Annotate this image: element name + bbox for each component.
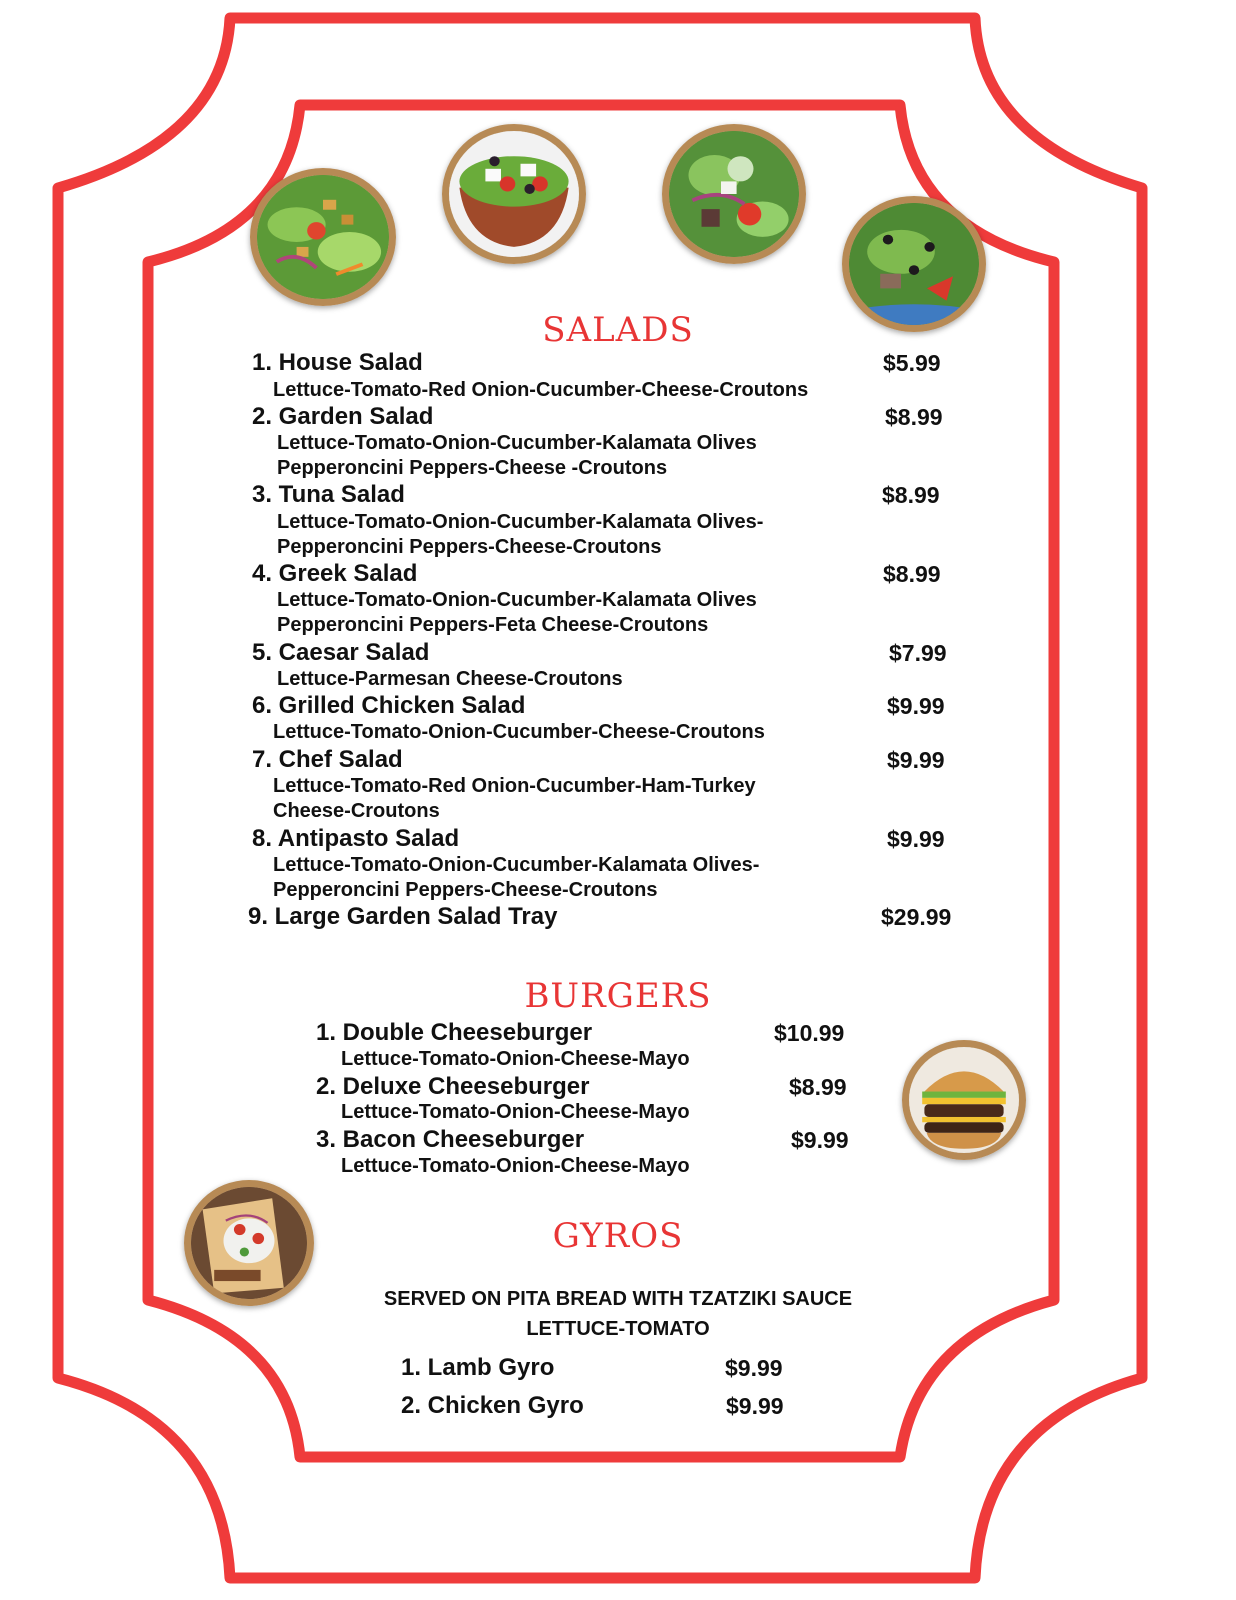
gyros-toppings: LETTUCE-TOMATO	[526, 1318, 710, 1340]
house-salad-photo-icon	[250, 168, 396, 306]
salads-heading: SALADS	[542, 310, 694, 350]
burger-price: $10.99	[774, 1020, 845, 1046]
burger-price: $8.99	[789, 1074, 847, 1100]
salad-name: 7. Chef Salad	[252, 746, 403, 773]
salad-description: Cheese-Croutons	[273, 800, 440, 822]
burger-name: 2. Deluxe Cheeseburger	[316, 1073, 590, 1100]
gyro-name: 2. Chicken Gyro	[401, 1392, 584, 1419]
salad-description: Pepperoncini Peppers-Cheese -Croutons	[277, 457, 668, 479]
burger-price: $9.99	[791, 1127, 849, 1153]
greek-salad-bowl-photo-icon	[442, 124, 586, 264]
salad-description: Lettuce-Tomato-Onion-Cucumber-Kalamata Olives-	[277, 511, 764, 533]
salad-description: Pepperoncini Peppers-Feta Cheese-Croutons	[277, 614, 709, 636]
salad-price: $29.99	[881, 904, 952, 930]
salad-description: Lettuce-Tomato-Onion-Cucumber-Cheese-Croutons	[273, 721, 765, 743]
burgers-heading: BURGERS	[524, 976, 712, 1016]
salad-price: $8.99	[883, 561, 941, 587]
burger-name: 3. Bacon Cheeseburger	[316, 1126, 585, 1153]
salad-description: Lettuce-Tomato-Onion-Cucumber-Kalamata Olives-	[273, 854, 760, 876]
burger-description: Lettuce-Tomato-Onion-Cheese-Mayo	[341, 1101, 690, 1123]
salad-price: $7.99	[889, 640, 947, 666]
salad-name: 3. Tuna Salad	[252, 481, 405, 508]
burger-name: 1. Double Cheeseburger	[316, 1019, 593, 1046]
salad-price: $9.99	[887, 747, 945, 773]
gyro-name: 1. Lamb Gyro	[401, 1354, 555, 1381]
salad-price: $5.99	[883, 350, 941, 376]
garden-salad-photo-icon	[662, 124, 806, 264]
burger-description: Lettuce-Tomato-Onion-Cheese-Mayo	[341, 1155, 690, 1177]
salad-description: Pepperoncini Peppers-Cheese-Croutons	[273, 879, 658, 901]
salad-name: 2. Garden Salad	[252, 403, 434, 430]
salad-price: $9.99	[887, 693, 945, 719]
salad-price: $8.99	[882, 482, 940, 508]
salad-name: 8. Antipasto Salad	[252, 825, 460, 852]
burger-description: Lettuce-Tomato-Onion-Cheese-Mayo	[341, 1048, 690, 1070]
salad-description: Lettuce-Tomato-Onion-Cucumber-Kalamata Olives	[277, 589, 757, 611]
gyro-price: $9.99	[726, 1393, 784, 1419]
salad-name: 5. Caesar Salad	[252, 639, 430, 666]
salad-description: Lettuce-Tomato-Onion-Cucumber-Kalamata Olives	[277, 432, 757, 454]
salad-description: Lettuce-Tomato-Red Onion-Cucumber-Cheese-Croutons	[273, 379, 809, 401]
gyro-price: $9.99	[725, 1355, 783, 1381]
cheeseburger-photo-icon	[902, 1040, 1026, 1160]
gyros-note: SERVED ON PITA BREAD WITH TZATZIKI SAUCE	[383, 1288, 853, 1310]
salad-name: 4. Greek Salad	[252, 560, 418, 587]
salad-price: $9.99	[887, 826, 945, 852]
salad-name: 9. Large Garden Salad Tray	[248, 903, 558, 930]
salad-price: $8.99	[885, 404, 943, 430]
gyros-heading: GYROS	[552, 1216, 684, 1256]
salad-description: Lettuce-Tomato-Red Onion-Cucumber-Ham-Turkey	[273, 775, 756, 797]
salad-name: 1. House Salad	[252, 349, 423, 376]
salad-description: Pepperoncini Peppers-Cheese-Croutons	[277, 536, 662, 558]
salad-name: 6. Grilled Chicken Salad	[252, 692, 526, 719]
salad-description: Lettuce-Parmesan Cheese-Croutons	[277, 668, 623, 690]
